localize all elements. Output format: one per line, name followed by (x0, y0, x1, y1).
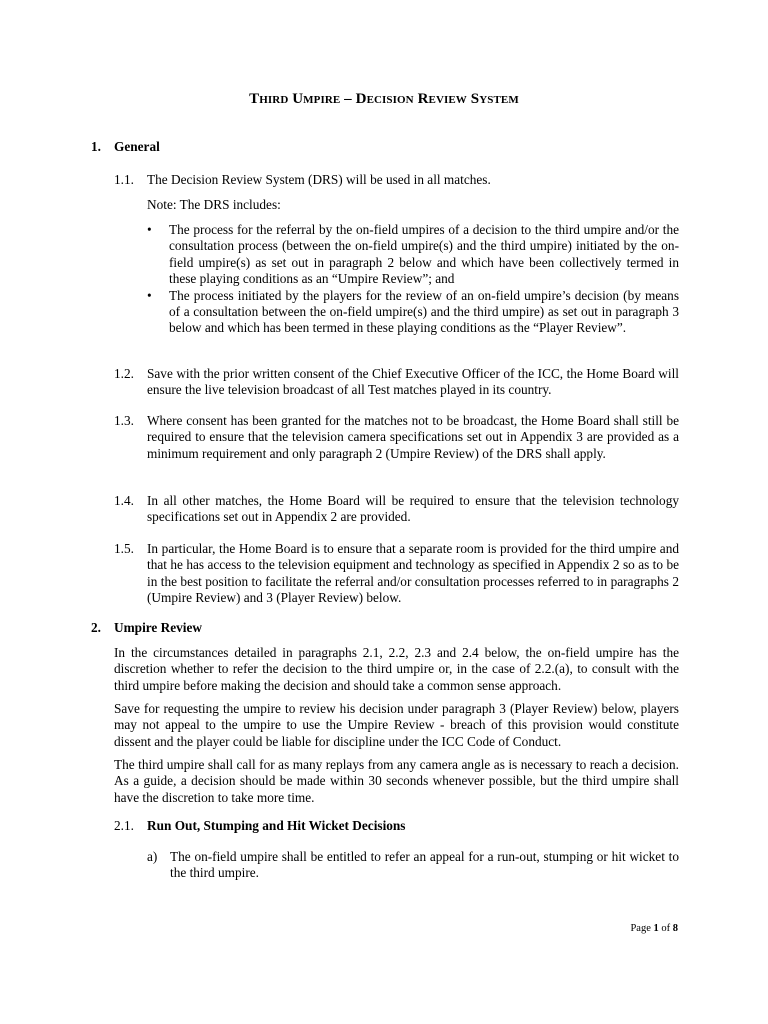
subsection-2-1-heading (114, 818, 405, 834)
page-footer (630, 921, 678, 937)
clause-text: In particular, the Home Board is to ensure that a separate room is provided for the third umpire and that he has access to the television equipment and technology as specified in Appendix 2 so as to be in the best position to facilitate the referral and/or consultation processes referred to in paragraphs 2 (Umpire Review) and 3 (Player Review) below. (147, 541, 679, 606)
list-item (147, 288, 679, 337)
bullet-text: The process for the referral by the on-field umpires of a decision to the third umpire and/or the consultation process (between the on-field umpire(s) and the third umpire) initiated by the on-field umpire(s) as set out in paragraph 2 below and which have been collectively termed in these playing conditions as an “Umpire Review”; and (169, 222, 679, 287)
clause-number: 1.4. (114, 493, 134, 508)
page-title: Third Umpire – Decision Review System (249, 91, 519, 107)
drs-bullet-list (147, 222, 679, 337)
subsection-number: 2.1. (114, 818, 134, 833)
clause-1-4 (114, 493, 679, 526)
clause-1-1 (114, 172, 679, 188)
clause-text: Save with the prior written consent of the Chief Executive Officer of the ICC, the Home Board will ensure the live television broadcast of all Test matches played in its country. (147, 366, 679, 398)
bullet-marker: • (147, 222, 152, 237)
section-title: Umpire Review (114, 620, 203, 635)
clause-number: 1.2. (114, 366, 134, 381)
clause-text: The Decision Review System (DRS) will be used in all matches. (147, 172, 491, 187)
page-label: Page (630, 923, 651, 934)
clause-1-5 (114, 541, 679, 607)
clause-1-3 (114, 413, 679, 462)
clause-text: Where consent has been granted for the matches not to be broadcast, the Home Board shall still be required to ensure that the television camera specifications set out in Appendix 3 are provided as a minimum requirement and only paragraph 2 (Umpire Review) of the DRS shall apply. (147, 413, 679, 461)
subclause-letter: a) (147, 849, 158, 864)
subclause-a (147, 849, 679, 882)
clause-text: In all other matches, the Home Board will be required to ensure that the television technology specifications set out in Appendix 2 are provided. (147, 493, 679, 525)
section-number: 1. (91, 139, 101, 154)
umpire-review-paragraph-3: The third umpire shall call for as many replays from any camera angle as is necessary to reach a decision. As a guide, a decision should be made within 30 seconds whenever possible, but the third umpire shall have the discretion to take more time. (114, 757, 679, 805)
page-of: of (661, 923, 671, 934)
list-item (147, 222, 679, 288)
umpire-review-paragraph-1: In the circumstances detailed in paragraphs 2.1, 2.2, 2.3 and 2.4 below, the on-field umpire has the discretion whether to refer the decision to the third umpire or, in the case of 2.2.(a), to consult with the third umpire before making the decision and should take a common sense approach. (114, 645, 679, 693)
umpire-review-paragraph-2: Save for requesting the umpire to review his decision under paragraph 3 (Player Review) below, players may not appeal to the umpire to use the Umpire Review - breach of this provision would constitute dissent and the player could be liable for discipline under the ICC Code of Conduct. (114, 701, 679, 749)
bullet-text: The process initiated by the players for the review of an on-field umpire’s decision (by means of a consultation between the on-field umpire(s) and the third umpire) as set out in paragraph 3 below and which has been termed in these playing conditions as the “Player Review”. (169, 287, 679, 336)
subclause-text: The on-field umpire shall be entitled to refer an appeal for a run-out, stumping or hit wicket to the third umpire. (170, 849, 679, 881)
page-number: 1 (653, 923, 659, 934)
clause-number: 1.5. (114, 541, 134, 556)
section-number: 2. (91, 620, 101, 635)
subsection-title: Run Out, Stumping and Hit Wicket Decisions (147, 818, 406, 833)
clause-number: 1.3. (114, 413, 134, 428)
drs-note: Note: The DRS includes: (147, 197, 281, 212)
section-title: General (114, 139, 160, 154)
page-total: 8 (672, 923, 678, 934)
section-1-heading (91, 139, 160, 155)
clause-number: 1.1. (114, 172, 134, 187)
bullet-marker: • (147, 287, 152, 303)
clause-1-2 (114, 366, 679, 399)
section-2-heading (91, 620, 202, 636)
